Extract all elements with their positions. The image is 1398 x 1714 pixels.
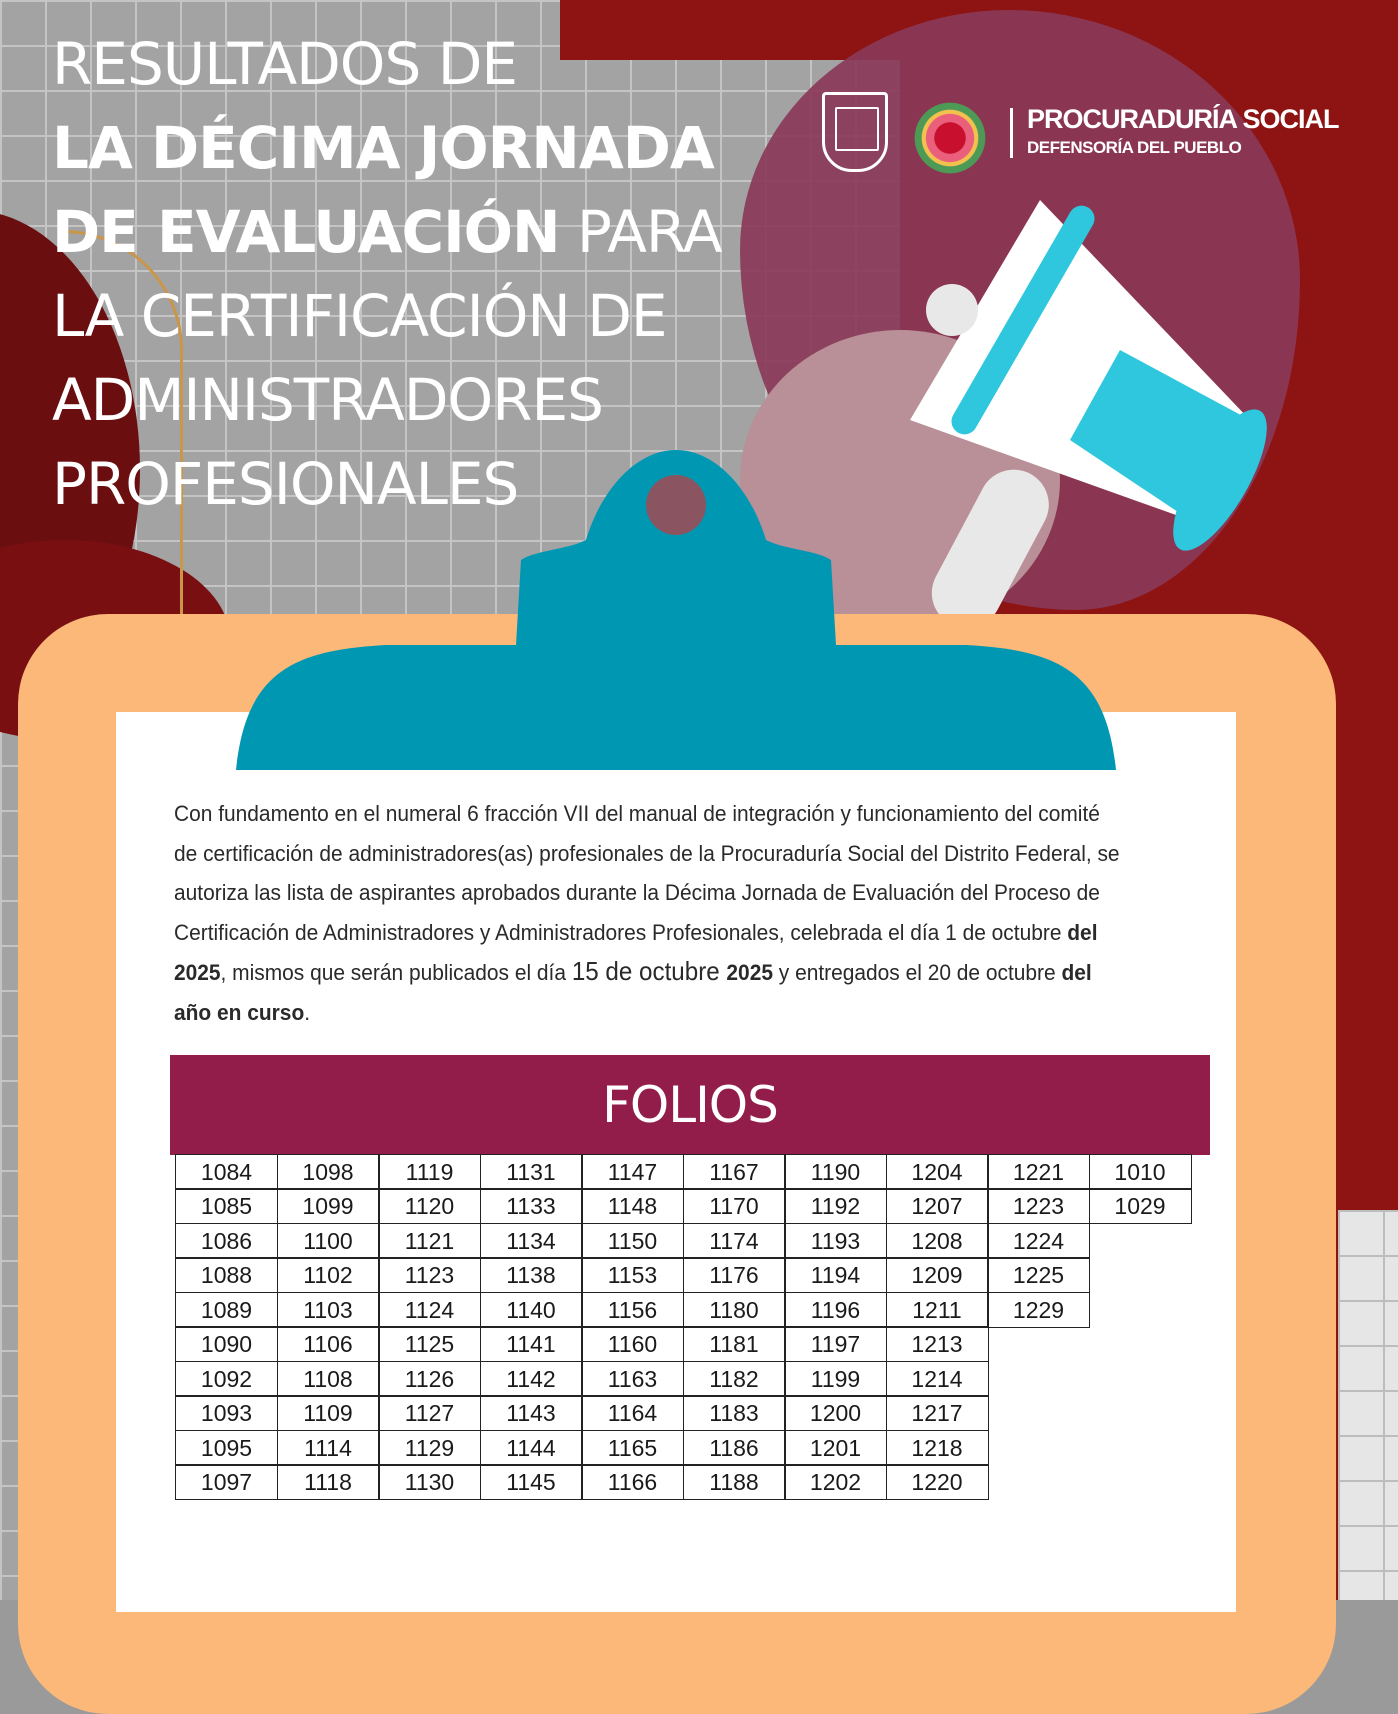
title-line-1: RESULTADOS DE <box>52 30 518 98</box>
folio-cell: 1120 <box>378 1188 481 1224</box>
folio-cell: 1093 <box>175 1395 278 1431</box>
folio-cell: 1166 <box>581 1464 684 1500</box>
folio-cell: 1010 <box>1089 1154 1192 1190</box>
folio-cell: 1199 <box>784 1361 887 1397</box>
folio-cell: 1102 <box>277 1257 380 1293</box>
folio-cell: 1170 <box>683 1188 786 1224</box>
folio-cell: 1140 <box>480 1292 583 1328</box>
folio-column <box>277 1155 380 1500</box>
folio-cell: 1176 <box>683 1257 786 1293</box>
folio-cell: 1090 <box>175 1326 278 1362</box>
folio-cell: 1106 <box>277 1326 380 1362</box>
title-line-6: PROFESIONALES <box>52 450 519 518</box>
folio-cell: 1084 <box>175 1154 278 1190</box>
folio-cell: 1163 <box>581 1361 684 1397</box>
folio-cell: 1099 <box>277 1188 380 1224</box>
logo-divider <box>1010 108 1013 158</box>
folio-cell: 1194 <box>784 1257 887 1293</box>
folio-cell: 1211 <box>886 1292 989 1328</box>
paragraph-text-2: , mismos que serán publicados el día <box>220 960 572 985</box>
right-grid-strip <box>1338 1210 1398 1600</box>
folio-cell: 1143 <box>480 1395 583 1431</box>
folio-cell: 1118 <box>277 1464 380 1500</box>
paragraph-period: . <box>304 999 311 1025</box>
folio-cell: 1138 <box>480 1257 583 1293</box>
folio-cell: 1164 <box>581 1395 684 1431</box>
folio-cell: 1214 <box>886 1361 989 1397</box>
folio-column <box>886 1155 989 1500</box>
folio-column <box>1089 1155 1192 1224</box>
folio-cell: 1208 <box>886 1223 989 1259</box>
folio-cell: 1174 <box>683 1223 786 1259</box>
folio-column <box>378 1155 481 1500</box>
folio-column <box>784 1155 887 1500</box>
folio-cell: 1147 <box>581 1154 684 1190</box>
folio-cell: 1109 <box>277 1395 380 1431</box>
folio-cell: 1098 <box>277 1154 380 1190</box>
folio-cell: 1160 <box>581 1326 684 1362</box>
title-line-5: ADMINISTRADORES <box>52 366 603 434</box>
folio-cell: 1150 <box>581 1223 684 1259</box>
folio-column <box>480 1155 583 1500</box>
folio-cell: 1153 <box>581 1257 684 1293</box>
folio-cell: 1165 <box>581 1430 684 1466</box>
folio-cell: 1190 <box>784 1154 887 1190</box>
folio-cell: 1209 <box>886 1257 989 1293</box>
folio-cell: 1134 <box>480 1223 583 1259</box>
folio-cell: 1221 <box>987 1154 1090 1190</box>
folio-cell: 1196 <box>784 1292 887 1328</box>
folio-column <box>987 1155 1090 1328</box>
paragraph-text-1: Con fundamento en el numeral 6 fracción VII del manual de integración y funcionamiento del comité de certificación de administradores(as) profesionales de la Procuraduría Social del Distrito Federal, se autoriza las lista de aspirantes aprobados durante la Décima Jornada de Evaluación del Proceso de Certificación de Administradores y Administradores Profesionales, celebrada el día 1 de octubre <box>174 801 1120 945</box>
folio-cell: 1145 <box>480 1464 583 1500</box>
folio-cell: 1148 <box>581 1188 684 1224</box>
folio-cell: 1201 <box>784 1430 887 1466</box>
folio-column <box>175 1155 278 1500</box>
folio-cell: 1127 <box>378 1395 481 1431</box>
institution-logos <box>822 78 1342 188</box>
organization-subtitle: DEFENSORÍA DEL PUEBLO <box>1027 138 1242 157</box>
folio-cell: 1100 <box>277 1223 380 1259</box>
folio-cell: 1213 <box>886 1326 989 1362</box>
folio-cell: 1121 <box>378 1223 481 1259</box>
folio-cell: 1141 <box>480 1326 583 1362</box>
folio-cell: 1193 <box>784 1223 887 1259</box>
folio-cell: 1095 <box>175 1430 278 1466</box>
title-line-3-bold: DE EVALUACIÓN <box>52 198 560 266</box>
folio-cell: 1129 <box>378 1430 481 1466</box>
title-line-3 <box>52 190 722 274</box>
paragraph-bold-year-2: 2025 <box>726 960 773 985</box>
folio-cell: 1225 <box>987 1257 1090 1293</box>
folio-cell: 1125 <box>378 1326 481 1362</box>
folio-cell: 1142 <box>480 1361 583 1397</box>
folio-cell: 1092 <box>175 1361 278 1397</box>
folio-cell: 1029 <box>1089 1188 1192 1224</box>
title-line-2: LA DÉCIMA JORNADA <box>52 114 714 182</box>
paragraph-publication-date: 15 de octubre <box>571 956 727 986</box>
folio-cell: 1188 <box>683 1464 786 1500</box>
folio-cell: 1202 <box>784 1464 887 1500</box>
title-line-3-rest: PARA <box>559 198 722 266</box>
folio-cell: 1126 <box>378 1361 481 1397</box>
folio-cell: 1217 <box>886 1395 989 1431</box>
folio-cell: 1108 <box>277 1361 380 1397</box>
folio-cell: 1089 <box>175 1292 278 1328</box>
organization-name: PROCURADURÍA SOCIAL <box>1027 104 1339 134</box>
folio-cell: 1192 <box>784 1188 887 1224</box>
folio-cell: 1218 <box>886 1430 989 1466</box>
folio-cell: 1085 <box>175 1188 278 1224</box>
folio-cell: 1224 <box>987 1223 1090 1259</box>
folio-cell: 1183 <box>683 1395 786 1431</box>
folio-cell: 1097 <box>175 1464 278 1500</box>
paragraph-text-3: y entregados el 20 de octubre <box>772 960 1062 985</box>
folio-cell: 1167 <box>683 1154 786 1190</box>
folio-cell: 1220 <box>886 1464 989 1500</box>
folio-cell: 1119 <box>378 1154 481 1190</box>
folio-column <box>581 1155 684 1500</box>
folios-header: FOLIOS <box>170 1055 1210 1155</box>
announcement-paragraph <box>174 794 1128 1032</box>
folio-cell: 1200 <box>784 1395 887 1431</box>
folio-cell: 1223 <box>987 1188 1090 1224</box>
folio-cell: 1131 <box>480 1154 583 1190</box>
folio-cell: 1124 <box>378 1292 481 1328</box>
folio-column <box>683 1155 786 1500</box>
title-line-4: LA CERTIFICACIÓN DE <box>52 282 667 350</box>
folio-cell: 1229 <box>987 1292 1090 1328</box>
folio-cell: 1114 <box>277 1430 380 1466</box>
folio-cell: 1180 <box>683 1292 786 1328</box>
folio-cell: 1133 <box>480 1188 583 1224</box>
folio-cell: 1182 <box>683 1361 786 1397</box>
folio-cell: 1181 <box>683 1326 786 1362</box>
folio-cell: 1130 <box>378 1464 481 1500</box>
paragraph-bold-current-year: del año en curso <box>174 960 1092 1025</box>
folio-cell: 1086 <box>175 1223 278 1259</box>
folio-cell: 1186 <box>683 1430 786 1466</box>
folio-cell: 1103 <box>277 1292 380 1328</box>
cdmx-shield-icon <box>822 92 888 172</box>
folio-cell: 1204 <box>886 1154 989 1190</box>
clipboard-clip-icon <box>236 440 1116 770</box>
folio-cell: 1156 <box>581 1292 684 1328</box>
paragraph-bold-year: del 2025 <box>174 919 1098 985</box>
folio-cell: 1123 <box>378 1257 481 1293</box>
folio-cell: 1088 <box>175 1257 278 1293</box>
heart-emblem-icon <box>914 78 986 178</box>
folio-cell: 1197 <box>784 1326 887 1362</box>
folio-cell: 1144 <box>480 1430 583 1466</box>
folio-cell: 1207 <box>886 1188 989 1224</box>
